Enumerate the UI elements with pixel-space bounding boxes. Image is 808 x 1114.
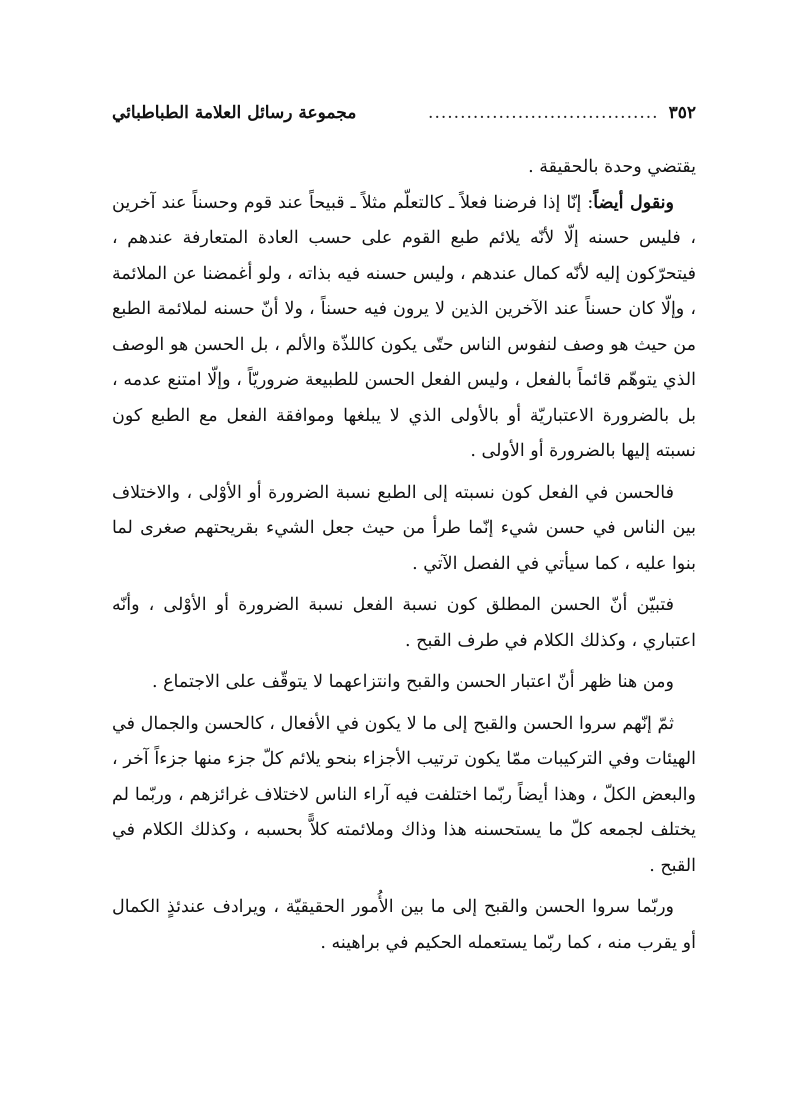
paragraph — [112, 707, 696, 885]
book-title: مجموعة رسائل العلامة الطباطبائي — [112, 103, 357, 123]
paragraph — [112, 890, 696, 961]
page-number: ٣٥٢ — [668, 103, 696, 123]
paragraph-text: فالحسن في الفعل كون نسبته إلى الطبع نسبة الضرورة أو الأوْلى ، والاختلاف بين الناس في حسن شيء إنّما طرأ من حيث جعل الشيء بقريحتهم صغرى لما بنوا عليه ، كما سيأتي في الفصل الآتي . — [112, 482, 696, 574]
body-text — [112, 150, 696, 961]
paragraph-text: ومن هنا ظهر أنّ اعتبار الحسن والقبح وانتزاعهما لا يتوقّف على الاجتماع . — [151, 672, 674, 692]
paragraph — [112, 665, 696, 701]
paragraph-text: وربّما سروا الحسن والقبح إلى ما بين الأُمور الحقيقيّة ، ويرادف عندئذٍ الكمال أو يقرب منه ، كما ربّما يستعمله الحكيم في براهينه . — [112, 897, 696, 953]
paragraph-text: ثمّ إنّهم سروا الحسن والقبح إلى ما لا يكون في الأفعال ، كالحسن والجمال في الهيئات وفي التركيبات ممّا يكون ترتيب الأجزاء بنحو يلائم كلّ جزء منها جزءاً آخر ، والبعض الكلّ ، وهذا أيضاً ربّما اختلفت فيه آراء الناس لاختلاف غرائزهم ، وربّما لم يختلف لجمعه كلّ ما يستحسنه هذا وذاك وملائمته كلاًّ بحسبه ، وكذلك الكلام في القبح . — [112, 713, 696, 876]
paragraph-continuation — [112, 150, 696, 186]
paragraph-text: يقتضي وحدة بالحقيقة . — [528, 157, 696, 177]
paragraph — [112, 476, 696, 583]
paragraph-text: فتبيّن أنّ الحسن المطلق كون نسبة الفعل نسبة الضرورة أو الأوْلى ، وأنّه اعتباري ، وكذلك الكلام في طرف القبح . — [112, 595, 696, 651]
paragraph-lead-bold: ونقول أيضاً — [593, 192, 674, 213]
running-header — [112, 96, 696, 130]
header-leader-dots: .................................... — [428, 103, 659, 123]
paragraph-text: : إنّا إذا فرضنا فعلاً ـ كالتعلّم مثلاً ـ قبيحاً عند قوم وحسناً عند آخرين ، فليس حسنه إلّا لأنّه يلائم طبع القوم على حسب العادة المتعارفة عندهم ، فيتحرّكون إليه لأنّه كمال عندهم ، وليس حسنه فيه بذاته ، ولو أغمضنا عن الملائمة ، وإلّا كان حسناً عند الآخرين الذين لا يرون فيه حسناً ، ولا أنّ حسنه لملائمة الطبع من حيث هو وصف لنفوس الناس حتّى يكون كاللذّة والألم ، بل الحسن هو الوصف الذي يتوهّم قائماً بالفعل ، وليس الفعل الحسن للطبيعة ضروريّاً ، وإلّا امتنع عدمه ، بل بالضرورة الاعتباريّة أو بالأولى الذي لا يبلغها وموافقة الفعل مع الطبع كون نسبته إليها بالضرورة أو الأولى . — [112, 192, 696, 461]
paragraph — [112, 588, 696, 659]
paragraph — [112, 186, 696, 470]
